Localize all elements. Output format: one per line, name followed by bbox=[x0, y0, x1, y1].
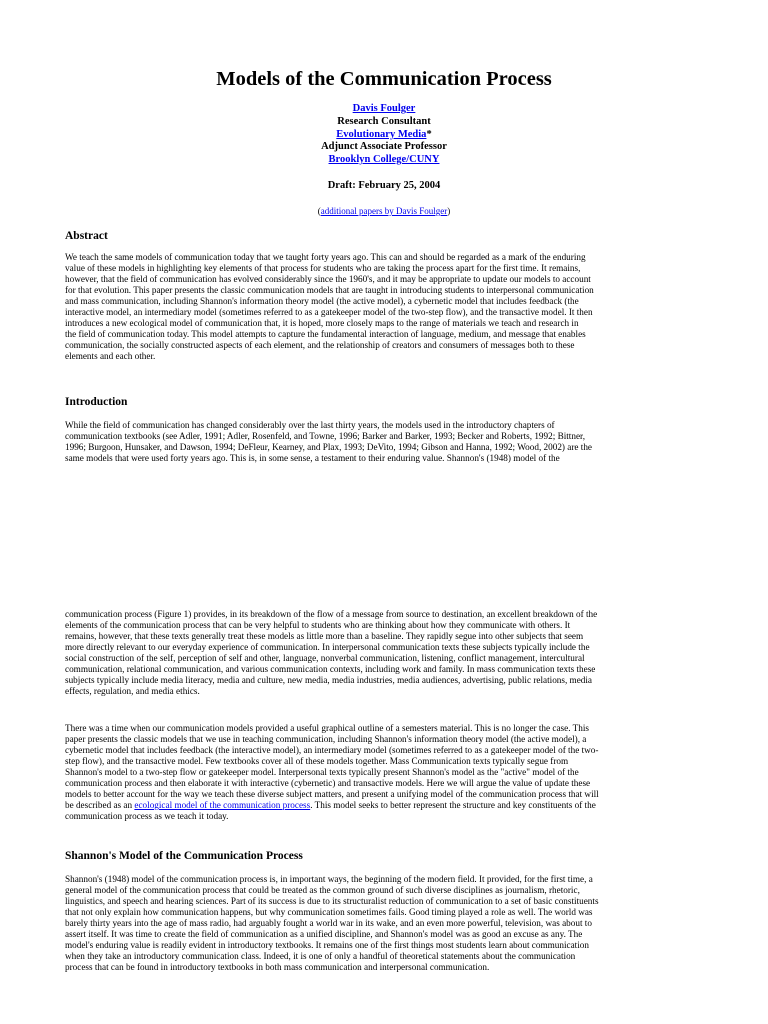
text-line: subjects typically include media literacy, media and culture, new media, media industries, media audiences, advertising, public relations, media bbox=[65, 675, 593, 685]
author-link[interactable]: Davis Foulger bbox=[352, 103, 416, 114]
text-line: linguistics, and speech and hearing sciences. Part of its success is due to its structuralist reduction of communication to a set of basic constituents bbox=[65, 896, 599, 906]
author-role: Research Consultant bbox=[337, 115, 431, 127]
organization-asterisk: * bbox=[426, 128, 432, 140]
text-line: communication textbooks (see Adler, 1991; Adler, Rosenfeld, and Towne, 1996; Barker and Barker, 1993; Becker and Roberts, 1992; Bittner, bbox=[65, 431, 586, 441]
ecological-model-link[interactable]: ecological model of the communication process bbox=[134, 800, 311, 810]
text-line: step flow), and the transactive model. Few textbooks cover all of these models together. Mass Communication texts typically segue from bbox=[65, 756, 569, 766]
text-line: We teach the same models of communication today that we taught forty years ago. This can and should be regarded as a mark of the enduring bbox=[65, 252, 586, 262]
text-line-with-link bbox=[65, 800, 705, 811]
link-prefix: be described as an bbox=[65, 800, 135, 810]
text-line: models to better account for the way we teach these diverse subject matters, and present a unifying model of the communication process that will bbox=[65, 789, 599, 799]
text-line: cybernetic model that includes feedback (the interactive model), an intermediary model (sometimes referred to as a gatekeeper model of the two- bbox=[65, 745, 599, 755]
text-line: elements and each other. bbox=[65, 351, 156, 361]
introduction-paragraph-3 bbox=[65, 723, 705, 822]
text-line: 1996; Burgoon, Hunsaker, and Dawson, 1994; DeFleur, Kearney, and Plax, 1993; DeVito, 1994; Gibson and Hanna, 1992; Wood, 2002) are the bbox=[65, 442, 593, 452]
additional-papers-link[interactable]: additional papers by Davis Foulger bbox=[320, 206, 448, 216]
organization-link[interactable]: Evolutionary Media bbox=[336, 128, 427, 140]
additional-papers-close: ) bbox=[447, 206, 451, 216]
college-link[interactable]: Brooklyn College/CUNY bbox=[328, 154, 440, 166]
text-line: communication process (Figure 1) provides, in its breakdown of the flow of a message from source to destination, an excellent breakdown of the bbox=[65, 609, 598, 619]
text-line: assert itself. It was time to create the field of communication as a unified discipline, and Shannon's model was as good an excuse as any. The bbox=[65, 929, 583, 939]
text-line: model's enduring value is readily evident in introductory textbooks. It remains one of the first things most students learn about communication bbox=[65, 940, 589, 950]
author-block bbox=[0, 103, 768, 167]
introduction-paragraph-1 bbox=[65, 420, 705, 464]
text-line: communication process as we teach it today. bbox=[65, 811, 229, 821]
figure-placeholder bbox=[65, 486, 705, 604]
text-line: barely thirty years into the age of mass radio, had arguably fought a world war in its wake, and an even more powerful, television, was about to bbox=[65, 918, 592, 928]
additional-papers bbox=[0, 205, 768, 217]
text-line: communication process and then elaborate it with interactive (cybernetic) and transactive models. Here we will argue the value of update these bbox=[65, 778, 591, 788]
text-line: Shannon's model to a two-step flow or gatekeeper model. Interpersonal texts typically present Shannon's model as the "active" model of the bbox=[65, 767, 579, 777]
introduction-heading: Introduction bbox=[65, 396, 128, 408]
text-line: more directly relevant to our everyday experience of communication. In interpersonal communication texts these subjects typically include the bbox=[65, 642, 590, 652]
introduction-paragraph-2 bbox=[65, 609, 705, 697]
text-line: Shannon's (1948) model of the communication process is, in important ways, the beginning of the modern field. It provided, for the first time, a bbox=[65, 874, 593, 884]
text-line: While the field of communication has changed considerably over the last thirty years, the models used in the introductory chapters of bbox=[65, 420, 555, 430]
text-line: process that can be found in introductory textbooks in both mass communication and interpersonal communication. bbox=[65, 962, 490, 972]
text-line: social construction of the self, perception of self and other, language, nonverbal communication, listening, conflict management, intercultural bbox=[65, 653, 585, 663]
abstract-heading: Abstract bbox=[65, 230, 108, 242]
text-line: and mass communication, including Shannon's information theory model (the active model), a cybernetic model that includes feedback (the bbox=[65, 296, 579, 306]
text-line: effects, regulation, and media ethics. bbox=[65, 686, 200, 696]
text-line: the field of communication today. This model attempts to capture the fundamental interaction of language, medium, and message that enables bbox=[65, 329, 586, 339]
text-line: value of these models in highlighting key elements of that process for students who are taking the process apart for the first time. It remains, bbox=[65, 263, 581, 273]
text-line: however, that the field of communication has evolved considerably since the 1960's, and it may be appropriate to update our models to account bbox=[65, 274, 591, 284]
text-line: general model of the communication process that could be treated as the common ground of such diverse disciplines as journalism, rhetoric, bbox=[65, 885, 580, 895]
text-line: remains, however, that these texts generally treat these models as little more than a baseline. They rapidly segue into other subjects that seem bbox=[65, 631, 584, 641]
draft-date: Draft: February 25, 2004 bbox=[327, 180, 441, 191]
shannon-heading: Shannon's Model of the Communication Process bbox=[65, 850, 303, 862]
text-line: interactive model, an intermediary model (sometimes referred to as a gatekeeper model of the two-step flow), and the transactive model. It then bbox=[65, 307, 593, 317]
page-title: Models of the Communication Process bbox=[216, 68, 552, 90]
additional-papers-open: ( bbox=[317, 206, 321, 216]
shannon-paragraph bbox=[65, 874, 705, 973]
text-line: same models that were used forty years ago. This is, in some sense, a testament to their enduring value. Shannon's (1948) model of the bbox=[65, 453, 560, 463]
text-line: that not only explain how communication happens, but why communication sometimes fails. Good timing played a role as well. The world was bbox=[65, 907, 593, 917]
text-line: communication, the socially constructed aspects of each element, and the relationship of creators and consumers of messages both to these bbox=[65, 340, 575, 350]
abstract-paragraph bbox=[65, 252, 705, 362]
text-line: paper presents the classic models that we use in teaching communication, including Shannon's information theory model (the active model), a bbox=[65, 734, 587, 744]
author-role-secondary: Adjunct Associate Professor bbox=[321, 141, 447, 153]
text-line: introduces a new ecological model of communication that, it is hoped, more closely maps to the range of materials we teach and research in bbox=[65, 318, 579, 328]
text-line: when they take an introductory communication class. Indeed, it is one of only a handful of theoretical statements about the communication bbox=[65, 951, 576, 961]
text-line: communication, relational communication, and various communication contexts, including work and family. In mass communication texts these bbox=[65, 664, 596, 674]
text-line: There was a time when our communication models provided a useful graphical outline of a semesters material. This is no longer the case. This bbox=[65, 723, 589, 733]
text-line: for that evolution. This paper presents the classic communication models that are taught in introducing students to interpersonal communication bbox=[65, 285, 594, 295]
link-suffix: . This model seeks to better represent the structure and key constituents of the bbox=[310, 800, 596, 810]
text-line: elements of the communication process that can be very helpful to students who are thinking about how they communicate with others. It bbox=[65, 620, 571, 630]
